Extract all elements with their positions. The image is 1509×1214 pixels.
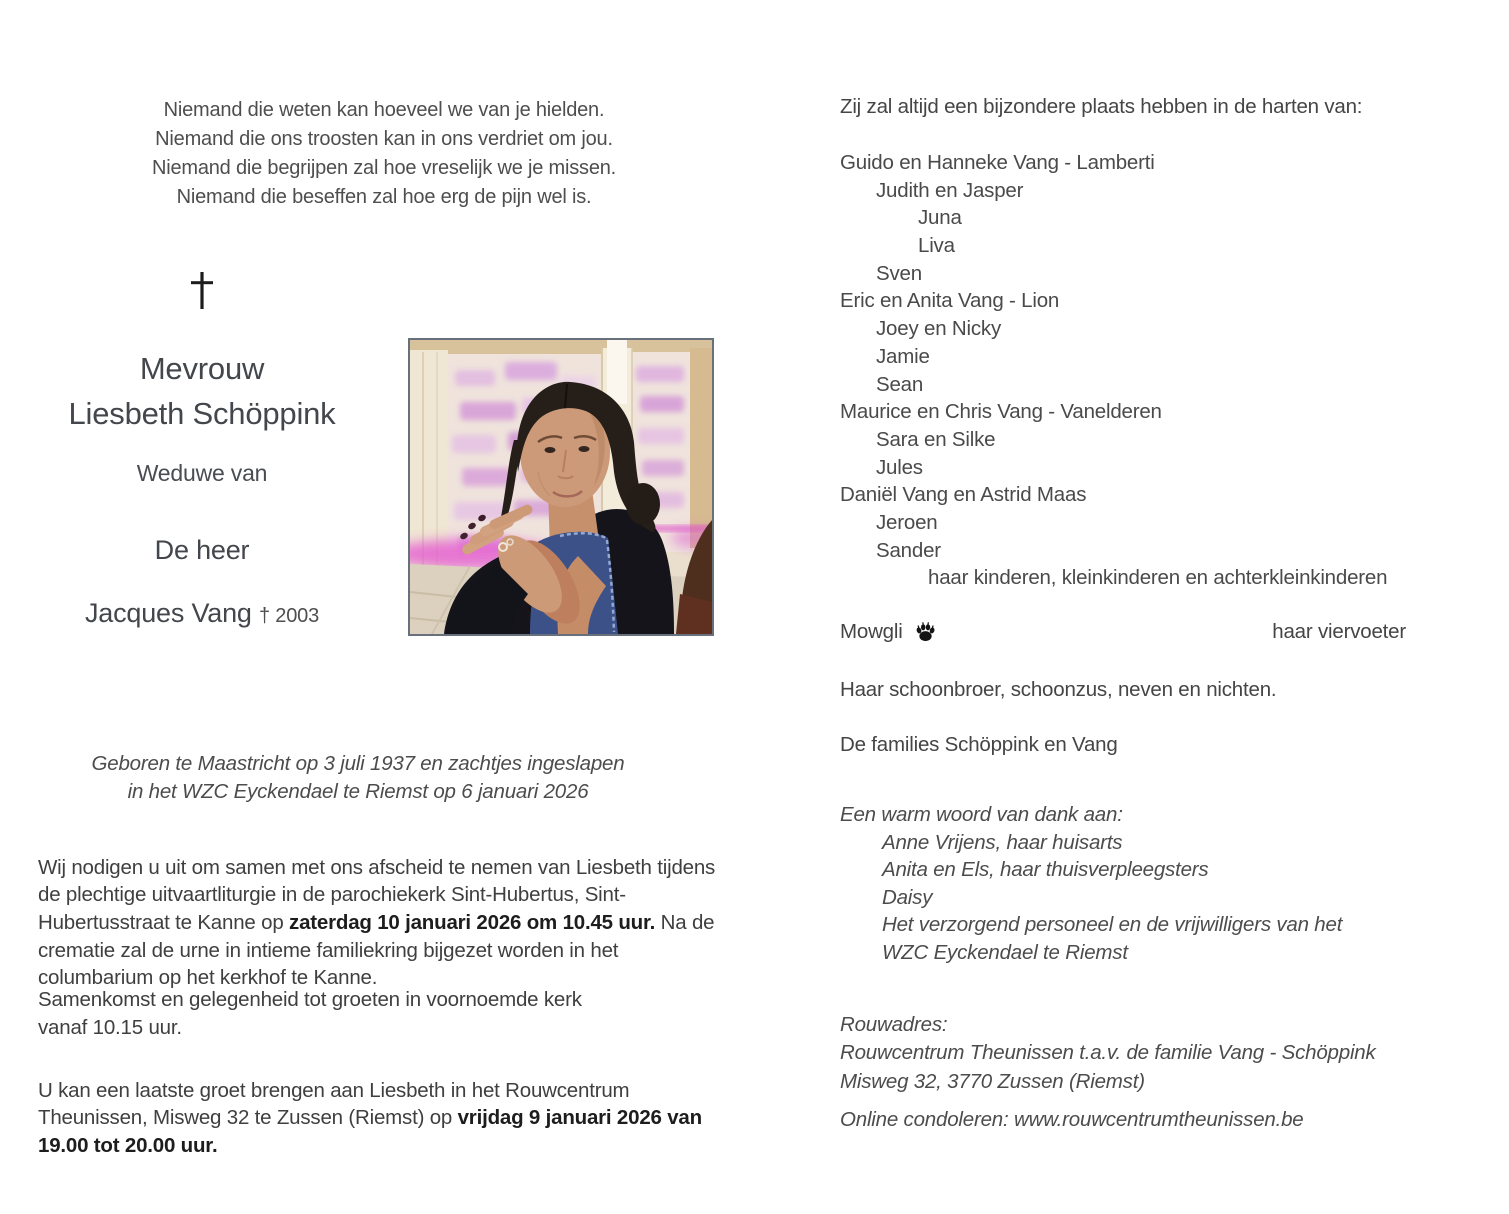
last-greeting-text: U kan een laatste groet brengen aan Liesbeth in het Rouwcentrum Theunissen, Misweg 32 te Zussen (Riemst) op xyxy=(38,1078,630,1130)
deceased-name: Liesbeth Schöppink xyxy=(68,396,336,431)
visitation-datetime: vrijdag 9 januari 2026 van 19.00 tot 20.00 uur. xyxy=(38,1106,702,1157)
husband-name-line xyxy=(0,598,404,629)
thanks-item: WZC Eyckendael te Riemst xyxy=(882,940,1128,964)
gathering-line: vanaf 10.15 uur. xyxy=(38,1015,182,1039)
invitation-text: Wij nodigen u uit om samen met ons afscheid te nemen van Liesbeth tijdens de plechtige uitvaartliturgie in de parochiekerk Sint-Hubertus, Sint-Hubertusstraat te Kanne op xyxy=(38,855,716,934)
invitation-paragraph xyxy=(38,854,738,993)
mourning-address-label: Rouwadres: xyxy=(840,1013,948,1036)
hearts-intro: Zij zal altijd een bijzondere plaats hebben in de harten van: xyxy=(840,95,1363,118)
mourning-address-line: Misweg 32, 3770 Zussen (Riemst) xyxy=(840,1069,1145,1093)
thanks-item: Het verzorgend personeel en de vrijwilligers van het xyxy=(882,913,1343,937)
birth-death-line: in het WZC Eyckendael te Riemst op 6 januari 2026 xyxy=(127,780,589,803)
poem-line: Niemand die beseffen zal hoe erg de pijn wel is. xyxy=(176,186,592,208)
thanks-item: Daisy xyxy=(882,885,933,909)
husband-death-year: † 2003 xyxy=(259,605,320,627)
family-member: Sara en Silke xyxy=(876,427,996,451)
ceremony-datetime: zaterdag 10 januari 2026 om 10.45 uur. xyxy=(289,910,656,934)
mourning-address-lines xyxy=(840,1039,1415,1096)
family-member: Daniël Vang en Astrid Maas xyxy=(840,483,1087,507)
family-member: Eric en Anita Vang - Lion xyxy=(840,289,1060,313)
poem-line: Niemand die weten kan hoeveel we van je hielden. xyxy=(163,99,605,121)
widow-of-label: Weduwe van xyxy=(136,460,268,486)
family-member: Judith en Jasper xyxy=(876,178,1024,202)
thanks-item: Anne Vrijens, haar huisarts xyxy=(882,830,1123,854)
last-greeting-paragraph xyxy=(38,1077,738,1160)
memorial-poem xyxy=(38,96,730,212)
family-member: Sven xyxy=(876,261,922,285)
families-line: De families Schöppink en Vang xyxy=(840,733,1118,756)
husband-name: Jacques Vang xyxy=(84,598,252,628)
family-member: Sean xyxy=(876,372,924,396)
online-condolence-line: Online condoleren: www.rouwcentrumtheunissen.be xyxy=(840,1108,1304,1131)
pet-descriptor: haar viervoeter xyxy=(1272,619,1406,643)
family-member: Sander xyxy=(876,538,941,562)
husband-salutation: De heer xyxy=(154,535,250,565)
poem-line: Niemand die begrijpen zal hoe vreselijk we je missen. xyxy=(151,157,617,179)
family-member: Maurice en Chris Vang - Vanelderen xyxy=(840,400,1162,424)
paw-icon xyxy=(914,621,937,644)
salutation: Mevrouw xyxy=(139,351,265,386)
family-member: Jules xyxy=(876,455,923,479)
invitation-text-after: Na de crematie zal de urne in intieme familiekring bijgezet worden in het columbarium op het kerkhof te Kanne. xyxy=(38,910,715,990)
birth-death-line: Geboren te Maastricht op 3 juli 1937 en zachtjes ingeslapen xyxy=(91,752,625,775)
mourning-address-section xyxy=(840,1011,1415,1096)
family-member: Guido en Hanneke Vang - Lamberti xyxy=(840,151,1155,174)
gathering-paragraph xyxy=(38,986,738,1041)
family-member: Joey en Nicky xyxy=(876,317,1002,341)
thanks-list xyxy=(840,829,1415,967)
thanks-section xyxy=(840,801,1415,967)
mourning-address-line: Rouwcentrum Theunissen t.a.v. de familie Vang - Schöppink xyxy=(840,1041,1376,1065)
pet-name: Mowgli xyxy=(840,619,903,643)
pet-row xyxy=(840,619,1406,644)
family-member: Juna xyxy=(918,206,962,230)
portrait-photo xyxy=(408,338,714,636)
family-member: haar kinderen, kleinkinderen en achterkleinkinderen xyxy=(928,566,1388,590)
family-list xyxy=(840,151,1415,594)
thanks-title: Een warm woord van dank aan: xyxy=(840,803,1123,826)
poem-line: Niemand die ons troosten kan in ons verdriet om jou. xyxy=(155,128,613,150)
family-member: Liva xyxy=(918,234,955,258)
gathering-line: Samenkomst en gelegenheid tot groeten in voornoemde kerk xyxy=(38,988,582,1011)
relatives-line: Haar schoonbroer, schoonzus, neven en nichten. xyxy=(840,678,1277,701)
family-member: Jamie xyxy=(876,344,930,368)
family-member: Jeroen xyxy=(876,510,938,534)
thanks-item: Anita en Els, haar thuisverpleegsters xyxy=(882,858,1209,882)
cross-icon xyxy=(182,268,222,317)
birth-death-note xyxy=(38,750,678,806)
